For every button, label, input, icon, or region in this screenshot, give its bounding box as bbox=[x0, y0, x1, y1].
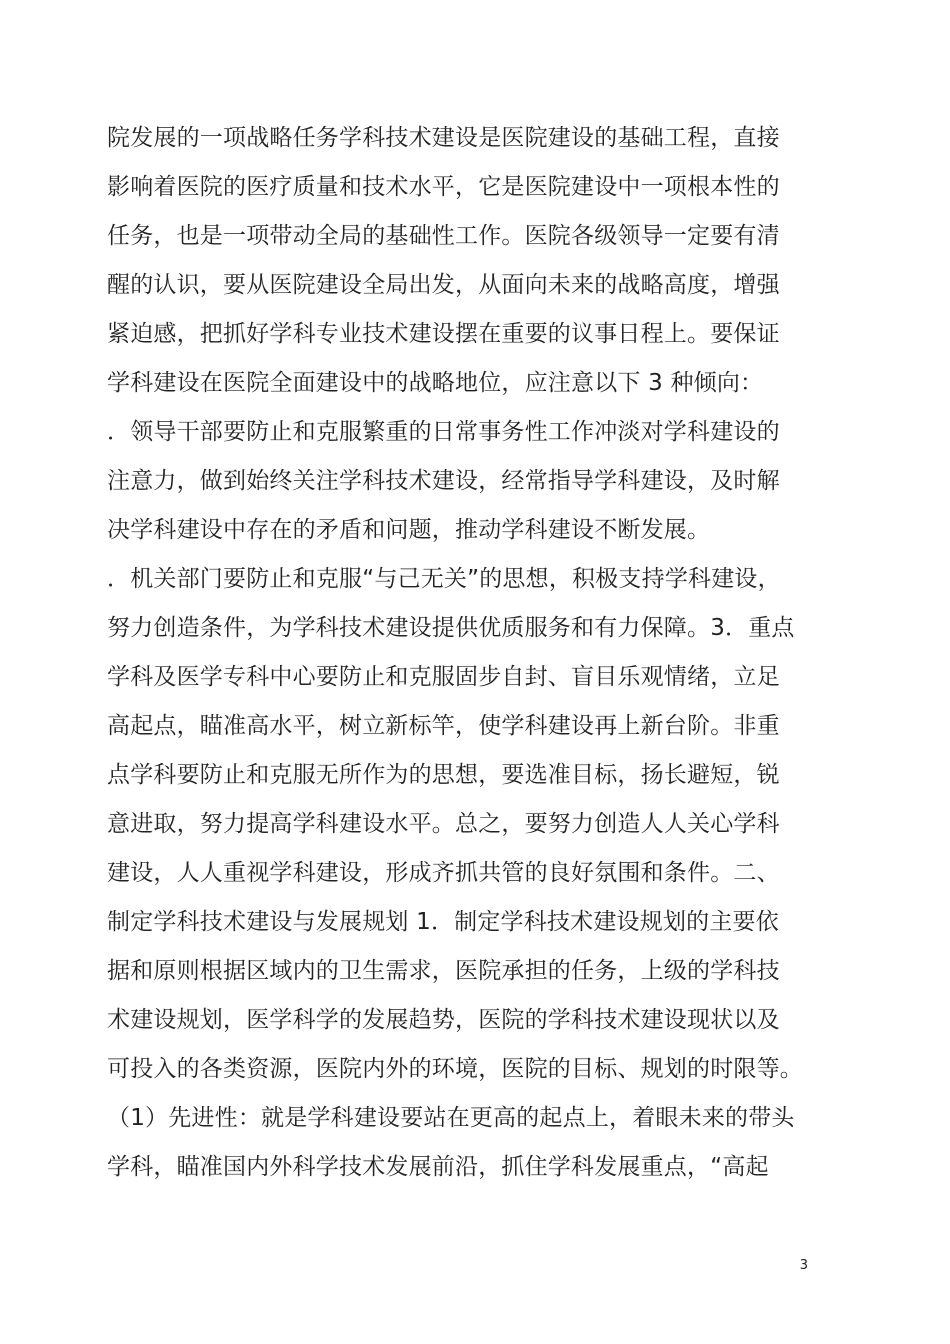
text-line: ．领导干部要防止和克服繁重的日常事务性工作冲淡对学科建设的 bbox=[107, 419, 780, 445]
text-line: 可投入的各类资源，医院内外的环境，医院的目标、规划的时限等。 bbox=[107, 1056, 803, 1082]
text-line: 高起点，瞄准高水平，树立新标竿，使学科建设再上新台阶。非重 bbox=[107, 713, 780, 739]
text-line: 醒的认识，要从医院建设全局出发，从面向未来的战略高度，增强 bbox=[107, 272, 780, 298]
text-line: 注意力，做到始终关注学科技术建设，经常指导学科建设，及时解 bbox=[107, 468, 780, 494]
text-line: 据和原则根据区域内的卫生需求，医院承担的任务，上级的学科技 bbox=[107, 958, 780, 984]
body-text bbox=[107, 118, 827, 1196]
text-line: （1）先进性：就是学科建设要站在更高的起点上，着眼未来的带头 bbox=[107, 1105, 795, 1131]
text-line: 建设，人人重视学科建设，形成齐抓共管的良好氛围和条件。二、 bbox=[107, 860, 780, 886]
text-line: 紧迫感，把抓好学科专业技术建设摆在重要的议事日程上。要保证 bbox=[107, 321, 780, 347]
text-line: 术建设规划，医学科学的发展趋势，医院的学科技术建设现状以及 bbox=[107, 1007, 780, 1033]
text-line: 影响着医院的医疗质量和技术水平，它是医院建设中一项根本性的 bbox=[107, 174, 780, 200]
text-line: 任务，也是一项带动全局的基础性工作。医院各级领导一定要有清 bbox=[107, 223, 780, 249]
page-number: 3 bbox=[799, 1258, 808, 1273]
text-line: 学科，瞄准国内外科学技术发展前沿，抓住学科发展重点，“高起 bbox=[107, 1154, 769, 1180]
text-line: 努力创造条件，为学科技术建设提供优质服务和有力保障。3．重点 bbox=[107, 615, 795, 641]
text-line: 点学科要防止和克服无所作为的思想，要选准目标，扬长避短，锐 bbox=[107, 762, 780, 788]
text-line: ．机关部门要防止和克服“与己无关”的思想，积极支持学科建设， bbox=[107, 566, 781, 592]
text-line: 学科建设在医院全面建设中的战略地位，应注意以下 3 种倾向： bbox=[107, 370, 764, 396]
text-line: 制定学科技术建设与发展规划 1．制定学科技术建设规划的主要依 bbox=[107, 909, 779, 935]
text-line: 意进取，努力提高学科建设水平。总之，要努力创造人人关心学科 bbox=[107, 811, 780, 837]
text-line: 学科及医学专科中心要防止和克服固步自封、盲目乐观情绪，立足 bbox=[107, 664, 780, 690]
text-line: 院发展的一项战略任务学科技术建设是医院建设的基础工程，直接 bbox=[107, 125, 780, 151]
text-line: 决学科建设中存在的矛盾和问题，推动学科建设不断发展。 bbox=[107, 517, 711, 543]
